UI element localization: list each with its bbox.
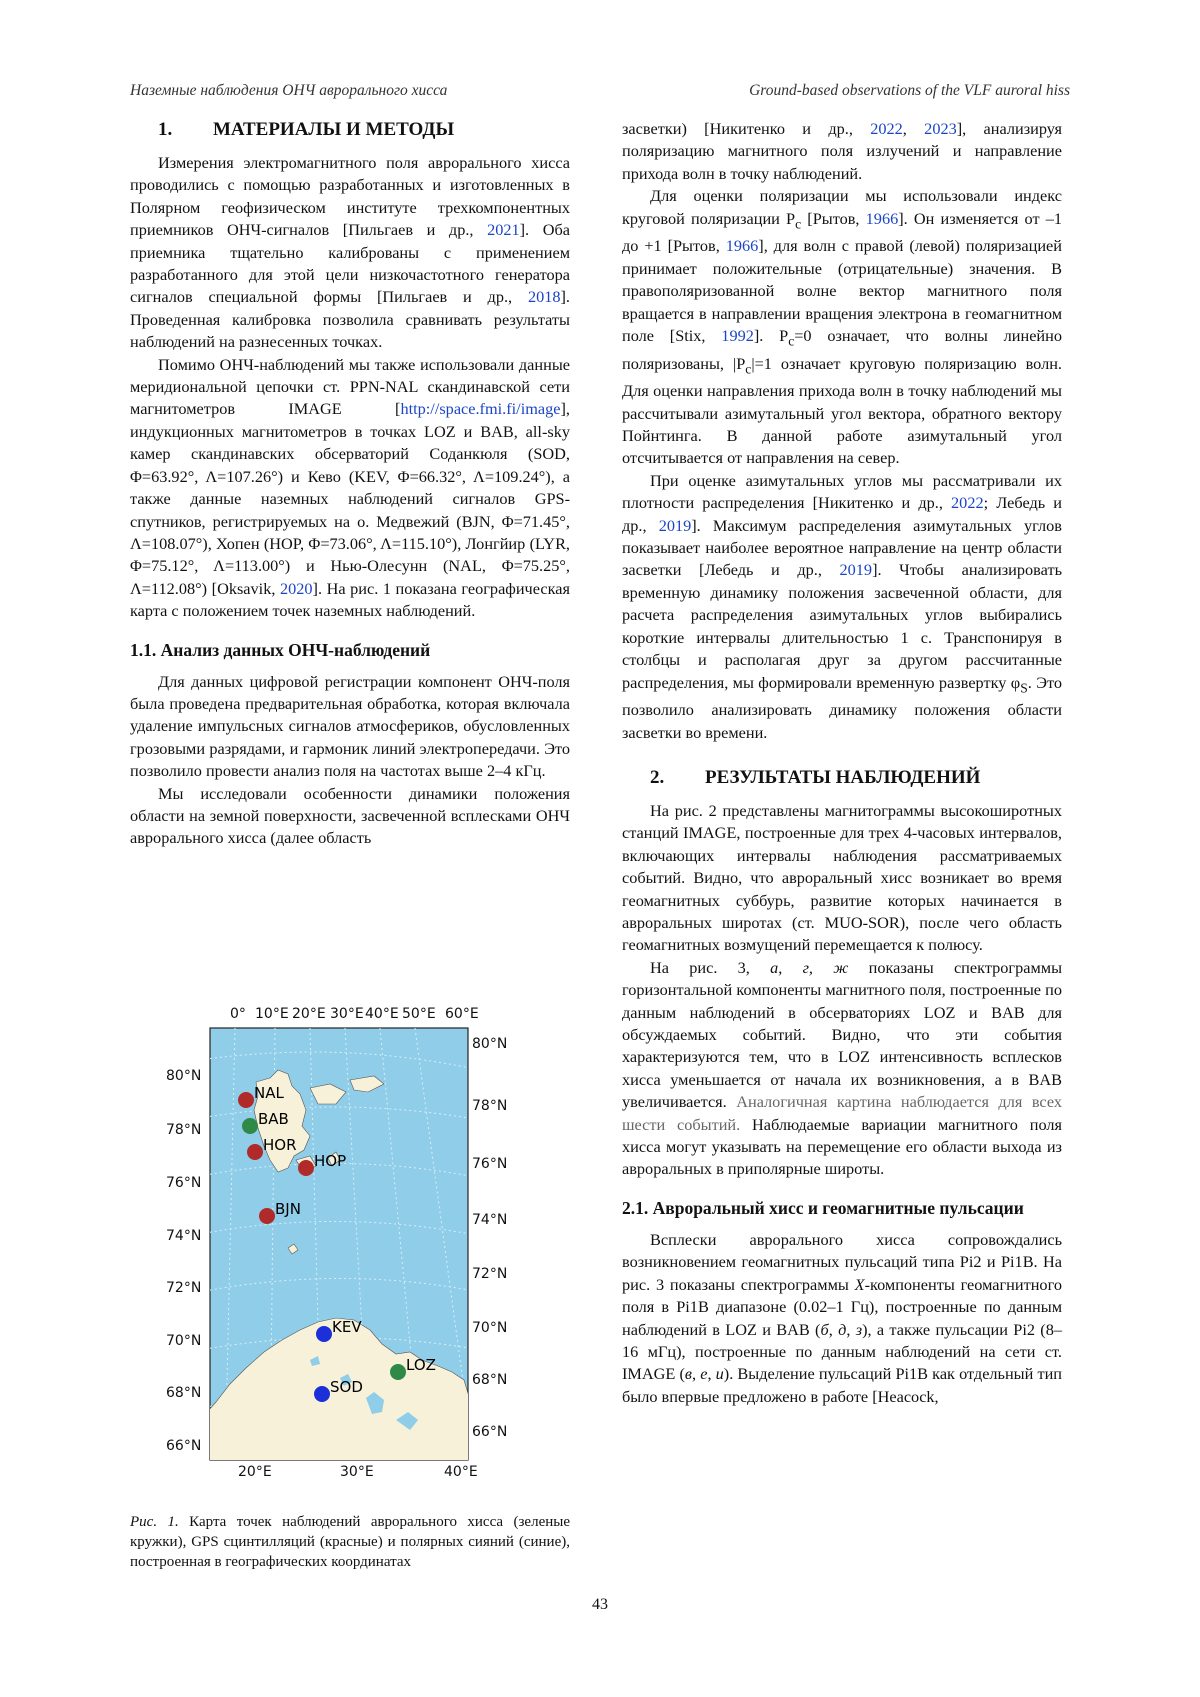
paragraph: На рис. 3, а, г, ж показаны спектрограммы горизонтальной компоненты магнитного поля, построенные по данным наблюдений в обсерваториях LOZ и BAB для обсуждаемых событий. Видно, что эти события характеризуются тем, что в LOZ интенсивность всплесков хисса уменьшается от начала их возникновения, а в BAB увеличивается. Аналогичная картина наблюдается для всех шести событий. Наблюдаемые вариации магнитного поля хисса могут указывать на перемещение его области выхода из авроральных в приполярные широты. xyxy=(622,957,1063,1179)
paragraph: засветки) [Никитенко и др., 2022, 2023], анализируя поляризацию магнитного поля излучений и направление прихода волн в точку наблюдений. xyxy=(622,119,1062,183)
citation-link[interactable]: 2019 xyxy=(839,560,873,580)
map-label: 68°N xyxy=(472,1372,508,1388)
running-header-right: Ground-based observations of the VLF auroral hiss xyxy=(749,82,1070,99)
paragraph: На рис. 2 представлены магнитограммы высокоширотных станций IMAGE, построенные для трех 4-часовых интервалов, включающих интервалы наблюдения рассматриваемых событий. Видно, что авроральный хисс возникает во время геомагнитных суббурь, развитие которых начинается в авроральных широтах (ст. MUO-SOR), после чего область геомагнитных возмущений перемещается к полюсу. xyxy=(622,800,1062,955)
map-label: 66°N xyxy=(472,1424,508,1440)
map-label: 76°N xyxy=(472,1156,508,1172)
station-label: LOZ xyxy=(406,1356,436,1374)
map-label: 80°N xyxy=(472,1036,508,1052)
url-link[interactable]: http://space.fmi.fi/image xyxy=(400,399,561,419)
map-label: 30°E xyxy=(340,1464,374,1480)
paragraph: При оценке азимутальных углов мы рассматривали их плотности распределения [Никитенко и др., 2022; Лебедь и др., 2019]. Максимум распределения азимутальных углов показывает наиболее вероятное направление на центр области засветки [Лебедь и др., 2019]. Чтобы анализировать временную динамику положения засвеченной области, для расчета распределения азимутальных углов выбирались короткие интервалы длительностью 1 с. Транспонируя в столбцы и располагая друг за другом рассчитанные распределения, мы формировали временную развертку $\varphi_S$. Это позволило анализировать динамику положения области засветки во времени. xyxy=(622,470,1062,742)
citation-link[interactable]: 1966 xyxy=(725,236,759,256)
section-heading-1: 1. МАТЕРИАЛЫ И МЕТОДЫ xyxy=(158,119,455,140)
citation-link[interactable]: 2023 xyxy=(924,119,957,138)
citation-link[interactable]: 2018 xyxy=(527,287,561,307)
map-label: 20°E xyxy=(238,1464,272,1480)
map-label: 70°N xyxy=(472,1320,508,1336)
figure-map xyxy=(160,1000,560,1480)
right-latitude-labels xyxy=(472,1036,507,1440)
citation-link[interactable]: 2022 xyxy=(951,493,984,513)
map-label: 30°E xyxy=(330,1006,364,1022)
station-label: NAL xyxy=(254,1084,284,1102)
left-latitude-labels xyxy=(166,1068,201,1454)
map-label: 20°E xyxy=(292,1006,326,1022)
paragraph: Измерения электромагнитного поля аврорального хисса проводились с помощью разработанных и изготовленных в Полярном геофизическом институте трехкомпонентных приемников ОНЧ-сигналов [Пильгаев и др., 2021]. Оба приемника тщательно калиброваны с применением разработанного для этой цели низкочастотного генератора сигналов специальной формы [Пильгаев и др., 2018]. Проведенная калибровка позволила сравнивать результаты наблюдений на разнесенных точках. xyxy=(130,153,570,352)
citation-link[interactable]: 2019 xyxy=(658,515,692,535)
map-label: 72°N xyxy=(166,1280,202,1296)
bottom-longitude-labels xyxy=(238,1464,478,1480)
running-header-left: Наземные наблюдения ОНЧ аврорального хисса xyxy=(130,82,448,99)
map-label: 60°E xyxy=(445,1006,479,1022)
map-label: 0° xyxy=(230,1006,246,1022)
station-label: BAB xyxy=(258,1110,289,1128)
paragraph: Для данных цифровой регистрации компонент ОНЧ-поля была проведена предварительная обработка, которая включала удаление импульсных сигналов атмосфериков, обусловленных грозовыми разрядами, и гармоник линий электропередачи. Это позволило провести анализ поля на частотах выше 2–4 кГц. xyxy=(130,671,570,781)
citation-link[interactable]: 1966 xyxy=(865,208,899,228)
map-label: 80°N xyxy=(166,1068,202,1084)
map-label: 78°N xyxy=(472,1098,508,1114)
map-label: 74°N xyxy=(472,1212,508,1228)
map-label: 66°N xyxy=(166,1438,202,1454)
paragraph: Для оценки поляризации мы использовали индекс круговой поляризации $P_c$ [Рытов, 1966]. Он изменяется от –1 до +1 [Рытов, 1966], для волн с правой (левой) поляризацией принимает положительные (отрицательные) значения. В правополяризованной волне вектор магнитного поля вращается в направлении вращения электрона в геомагнитном поле [Stix, 1992]. $P_c=0$ означает, что волны линейно поляризованы, $|P_c|=1$ означает круговую поляризацию волн. Для оценки направления прихода волн в точку наблюдений мы рассчитывали азимутальный угол вектора, обратного вектору Пойнтинга. В данной работе азимутальный угол отсчитывается от направления на север. xyxy=(622,186,1063,468)
subsection-heading-2-1: 2.1. Авроральный хисс и геомагнитные пульсации xyxy=(622,1197,1024,1218)
citation-link[interactable]: 2021 xyxy=(487,220,520,240)
map-label: 40°E xyxy=(444,1464,478,1480)
citation-link[interactable]: 1992 xyxy=(721,325,754,345)
paragraph: Помимо ОНЧ-наблюдений мы также использовали данные меридиональной цепочки ст. PPN-NAL скандинавской сети магнитометров IMAGE [http://space.fmi.fi/image], индукционных магнитометров в точках LOZ и BAB, all-sky камер скандинавских обсерваторий Соданкюля (SOD, Φ=63.92°, Λ=107.26°) и Кево (KEV, Φ=66.32°, Λ=109.24°), а также данные наземных наблюдений сигналов GPS- спутников, регистрируемых на о. Медвежий (BJN, Φ=71.45°, Λ=108.07°), Хопен (HOP, Φ=73.06°, Λ=115.10°), Лонгйир (LYR, Φ=75.12°, Λ=113.00°) и Нью-Олесунн (NAL, Φ=75.25°, Λ=112.08°) [Oksavik, 2020]. На рис. 1 показана географическая карта с положением точек наземных наблюдений. xyxy=(130,354,570,621)
station-label: HOR xyxy=(263,1136,297,1154)
station-label: BJN xyxy=(275,1200,301,1218)
subsection-heading-1-1: 1.1. Анализ данных ОНЧ-наблюдений xyxy=(130,639,431,660)
map-label: 10°E xyxy=(255,1006,289,1022)
citation-link[interactable]: 2022 xyxy=(870,119,903,138)
section-heading-2: 2. РЕЗУЛЬТАТЫ НАБЛЮДЕНИЙ xyxy=(650,766,981,788)
map-label: 76°N xyxy=(166,1175,202,1191)
map-label: 40°E xyxy=(365,1006,399,1022)
map-label: 72°N xyxy=(472,1266,508,1282)
map-label: 70°N xyxy=(166,1333,202,1349)
map-label: 68°N xyxy=(166,1385,202,1401)
figure-caption: Рис. 1. Карта точек наблюдений аврорального хисса (зеленые кружки), GPS сцинтилляций (красные) и полярных сияний (синие), построенная в географических координатах xyxy=(130,1514,570,1570)
right-column xyxy=(622,118,1062,1408)
page-number: 43 xyxy=(592,1596,608,1613)
paragraph: Мы исследовали особенности динамики положения области на земной поверхности, засвеченной всплесками ОНЧ аврорального хисса (далее область xyxy=(130,783,570,848)
citation-link[interactable]: 2020 xyxy=(279,578,313,598)
station-label: KEV xyxy=(332,1318,362,1336)
left-column xyxy=(130,118,570,850)
map-label: 50°E xyxy=(402,1006,436,1022)
paragraph: Всплески аврорального хисса сопровождались возникновением геомагнитных пульсаций типа Pi2 и Pi1B. На рис. 3 показаны спектрограммы X-компоненты геомагнитного поля в Pi1B диапазоне (0.02–1 Гц), построенные по данным наблюдений в LOZ и BAB (б, д, з), а также пульсации Pi2 (8–16 мГц), построенные по данным наблюдений на сети ст. IMAGE (в, е, и). Выделение пульсаций Pi1B как отдельный тип было впервые предложено в работе [Heacock, xyxy=(622,1229,1063,1406)
map-label: 78°N xyxy=(166,1122,202,1138)
map-label: 74°N xyxy=(166,1228,202,1244)
station-label: HOP xyxy=(314,1152,347,1170)
top-longitude-labels xyxy=(230,1006,479,1022)
station-label: SOD xyxy=(330,1378,363,1396)
